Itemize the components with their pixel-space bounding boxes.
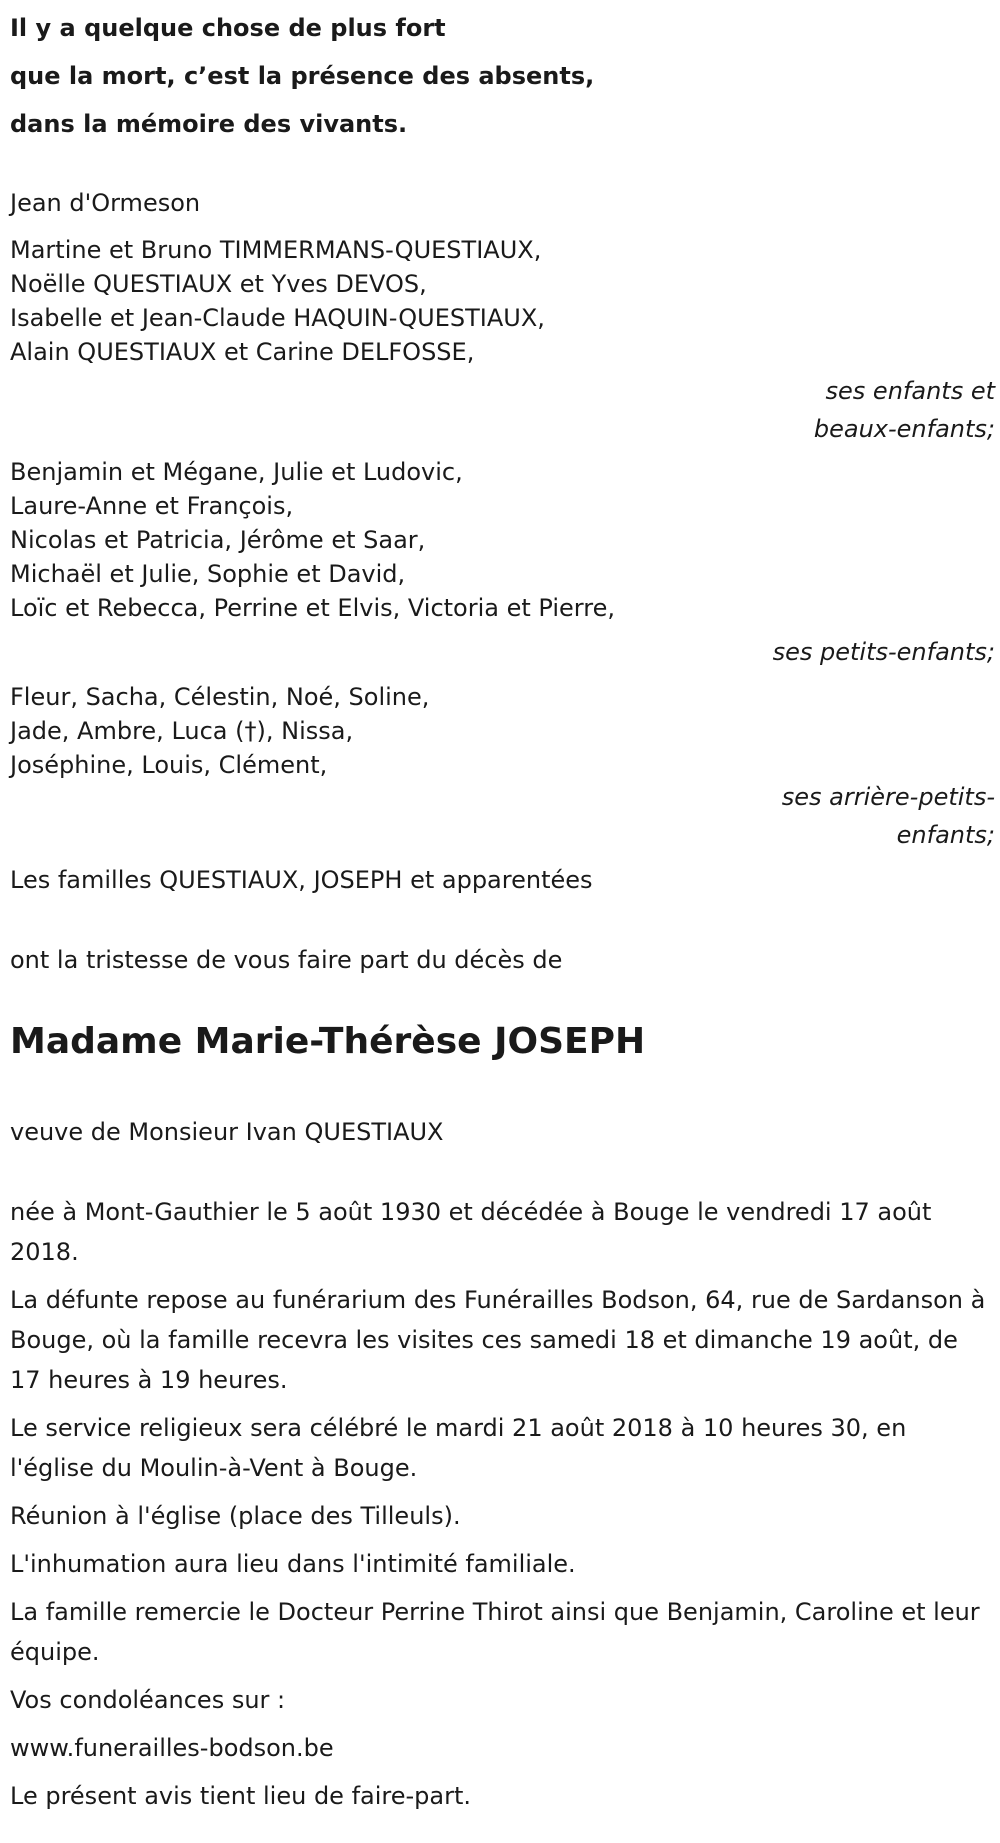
- great-grandchildren-line: Fleur, Sacha, Célestin, Noé, Soline,: [10, 683, 430, 711]
- families-line: Les familles QUESTIAUX, JOSEPH et apparentées: [10, 866, 593, 894]
- funerarium-paragraph: La défunte repose au funérarium des Funérailles Bodson, 64, rue de Sardanson à Bouge, où la famille recevra les visites ces samedi 18 et dimanche 19 août, de 17 heures à 19 heures.: [10, 1286, 986, 1394]
- children-line: Noëlle QUESTIAUX et Yves DEVOS,: [10, 270, 427, 298]
- great-grandchildren-list: [10, 680, 429, 782]
- birth-death-paragraph: née à Mont-Gauthier le 5 août 1930 et décédée à Bouge le vendredi 17 août 2018.: [10, 1198, 932, 1266]
- great-grandchildren-line: Jade, Ambre, Luca (†), Nissa,: [10, 717, 354, 745]
- grandchildren-list: [10, 455, 615, 625]
- quote-line: Il y a quelque chose de plus fort: [10, 14, 446, 42]
- children-line: Martine et Bruno TIMMERMANS-QUESTIAUX,: [10, 236, 542, 264]
- widow-of-line: veuve de Monsieur Ivan QUESTIAUX: [10, 1118, 444, 1146]
- children-role-line-2: beaux-enfants;: [813, 415, 995, 443]
- grandchildren-line: Benjamin et Mégane, Julie et Ludovic,: [10, 458, 463, 486]
- deceased-name: Madame Marie-Thérèse JOSEPH: [10, 1021, 646, 1062]
- great-grandchildren-role-line-1: ses arrière-petits-: [781, 783, 995, 811]
- burial-paragraph: L'inhumation aura lieu dans l'intimité familiale.: [10, 1550, 576, 1578]
- great-grandchildren-line: Joséphine, Louis, Clément,: [10, 751, 328, 779]
- gathering-paragraph: Réunion à l'église (place des Tilleuls).: [10, 1502, 461, 1530]
- announcement-line: ont la tristesse de vous faire part du décès de: [10, 946, 563, 974]
- great-grandchildren-role-line-2: enfants;: [896, 821, 995, 849]
- grandchildren-line: Laure-Anne et François,: [10, 492, 294, 520]
- children-line: Alain QUESTIAUX et Carine DELFOSSE,: [10, 338, 475, 366]
- grandchildren-line: Michaël et Julie, Sophie et David,: [10, 560, 406, 588]
- grandchildren-line: Nicolas et Patricia, Jérôme et Saar,: [10, 526, 426, 554]
- quote-line: dans la mémoire des vivants.: [10, 110, 408, 138]
- opening-quote: [10, 4, 594, 148]
- closing-paragraph: Le présent avis tient lieu de faire-part.: [10, 1782, 472, 1810]
- grandchildren-line: Loïc et Rebecca, Perrine et Elvis, Victoria et Pierre,: [10, 594, 615, 622]
- condolences-paragraph: Vos condoléances sur :: [10, 1686, 286, 1714]
- quote-author: Jean d'Ormeson: [10, 189, 201, 217]
- thanks-paragraph: La famille remercie le Docteur Perrine Thirot ainsi que Benjamin, Caroline et leur équipe.: [10, 1598, 980, 1666]
- children-list: [10, 233, 545, 369]
- quote-line: que la mort, c’est la présence des absents,: [10, 62, 595, 90]
- service-paragraph: Le service religieux sera célébré le mardi 21 août 2018 à 10 heures 30, en l'église du Moulin-à-Vent à Bouge.: [10, 1414, 907, 1482]
- website-link[interactable]: www.funerailles-bodson.be: [10, 1734, 334, 1762]
- children-role-line-1: ses enfants et: [825, 377, 995, 405]
- grandchildren-role: ses petits-enfants;: [772, 638, 995, 666]
- children-line: Isabelle et Jean-Claude HAQUIN-QUESTIAUX,: [10, 304, 545, 332]
